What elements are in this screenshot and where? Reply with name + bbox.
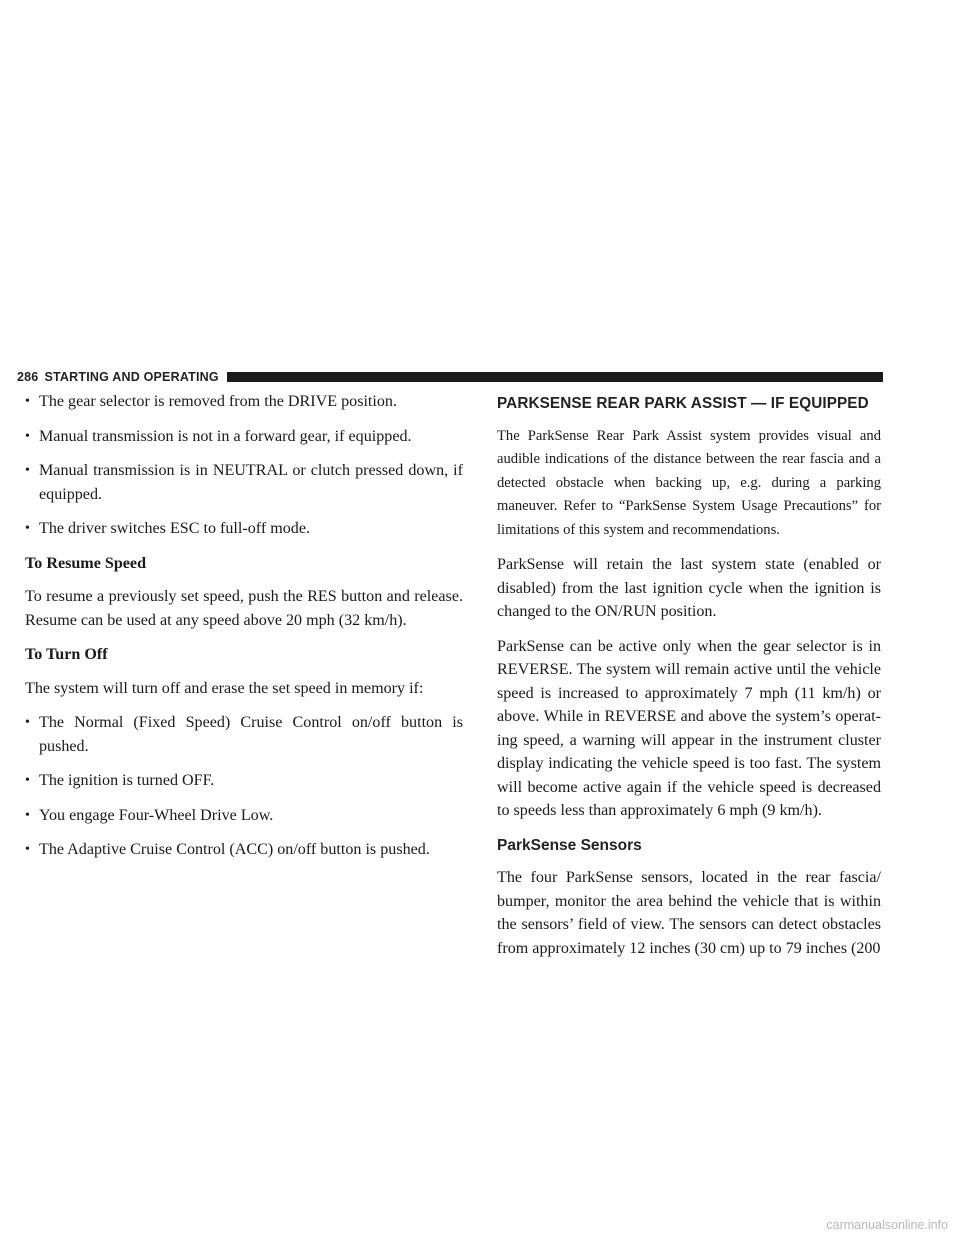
turn-off-heading: To Turn Off	[25, 646, 108, 663]
parksense-intro: The ParkSense Rear Park Assist system provides visual and audible indications of the distance between the rear fascia and a detected obstacle when backing up, e.g. during a parking maneuver. Refer to “ParkSense System Usage Precautions” for limitations of this system and recommendations.	[497, 427, 881, 538]
bullet-icon: •	[25, 428, 30, 444]
bullet-icon: •	[25, 394, 30, 409]
list-item: • The ignition is turned OFF.	[25, 769, 463, 793]
parksense-heading: PARKSENSE REAR PARK ASSIST — IF EQUIPPED	[497, 395, 869, 412]
list-item: • The Normal (Fixed Speed) Cruise Control on/off button is pushed.	[25, 711, 463, 758]
parksense-state-text: ParkSense will retain the last system state (enabled or disabled) from the last ignition cycle when the ignition is changed to the ON/RUN position.	[497, 556, 881, 620]
bullet-icon: •	[25, 521, 30, 536]
list-item: • The driver switches ESC to full-off mode.	[25, 517, 463, 541]
right-column	[497, 390, 881, 971]
bullet-icon: •	[25, 773, 30, 788]
list-item: • The gear selector is removed from the DRIVE position.	[25, 390, 463, 414]
parksense-sensors-heading: ParkSense Sensors	[497, 836, 642, 854]
resume-speed-heading: To Resume Speed	[25, 554, 147, 572]
left-column	[25, 390, 463, 873]
page-number: 286	[17, 370, 39, 384]
section-title: STARTING AND OPERATING	[44, 370, 219, 384]
parksense-active-text: ParkSense can be active only when the gear selector is in REVERSE. The system will remain active until the vehicle speed is increased to approximately 7 mph (11 km/h) or above. While in REVERSE and above the system’s operat-ing speed, a warning will appear in the instrument cluster display indicating the vehicle speed is too fast. The system will become active again if the vehicle speed is decreased to speeds less than approximately 6 mph (9 km/h).	[497, 637, 881, 819]
list-item: • The Adaptive Cruise Control (ACC) on/off button is pushed.	[25, 838, 463, 862]
bullet-icon: •	[25, 842, 30, 857]
bullet-icon: •	[25, 807, 30, 823]
watermark: carmanualsonline.info	[826, 1218, 948, 1232]
list-item: • Manual transmission is in NEUTRAL or clutch pressed down, if equipped.	[25, 459, 463, 506]
resume-speed-text: To resume a previously set speed, push the RES button and release. Resume can be used at any speed above 20 mph (32 km/h).	[25, 588, 463, 629]
turn-off-text: The system will turn off and erase the set speed in memory if:	[25, 679, 424, 697]
parksense-sensors-text: The four ParkSense sensors, located in the rear fascia/ bumper, monitor the area behind the vehicle that is within the sensors’ field of view. The sensors can detect obstacles from approximately 12 inches (30 cm) up to 79 inches (200	[497, 869, 881, 957]
page-header	[17, 369, 883, 385]
list-item: • You engage Four-Wheel Drive Low.	[25, 804, 463, 828]
bullet-icon: •	[25, 715, 30, 730]
header-rule	[227, 372, 883, 382]
bullet-icon: •	[25, 463, 30, 478]
list-item: • Manual transmission is not in a forward gear, if equipped.	[25, 425, 463, 449]
